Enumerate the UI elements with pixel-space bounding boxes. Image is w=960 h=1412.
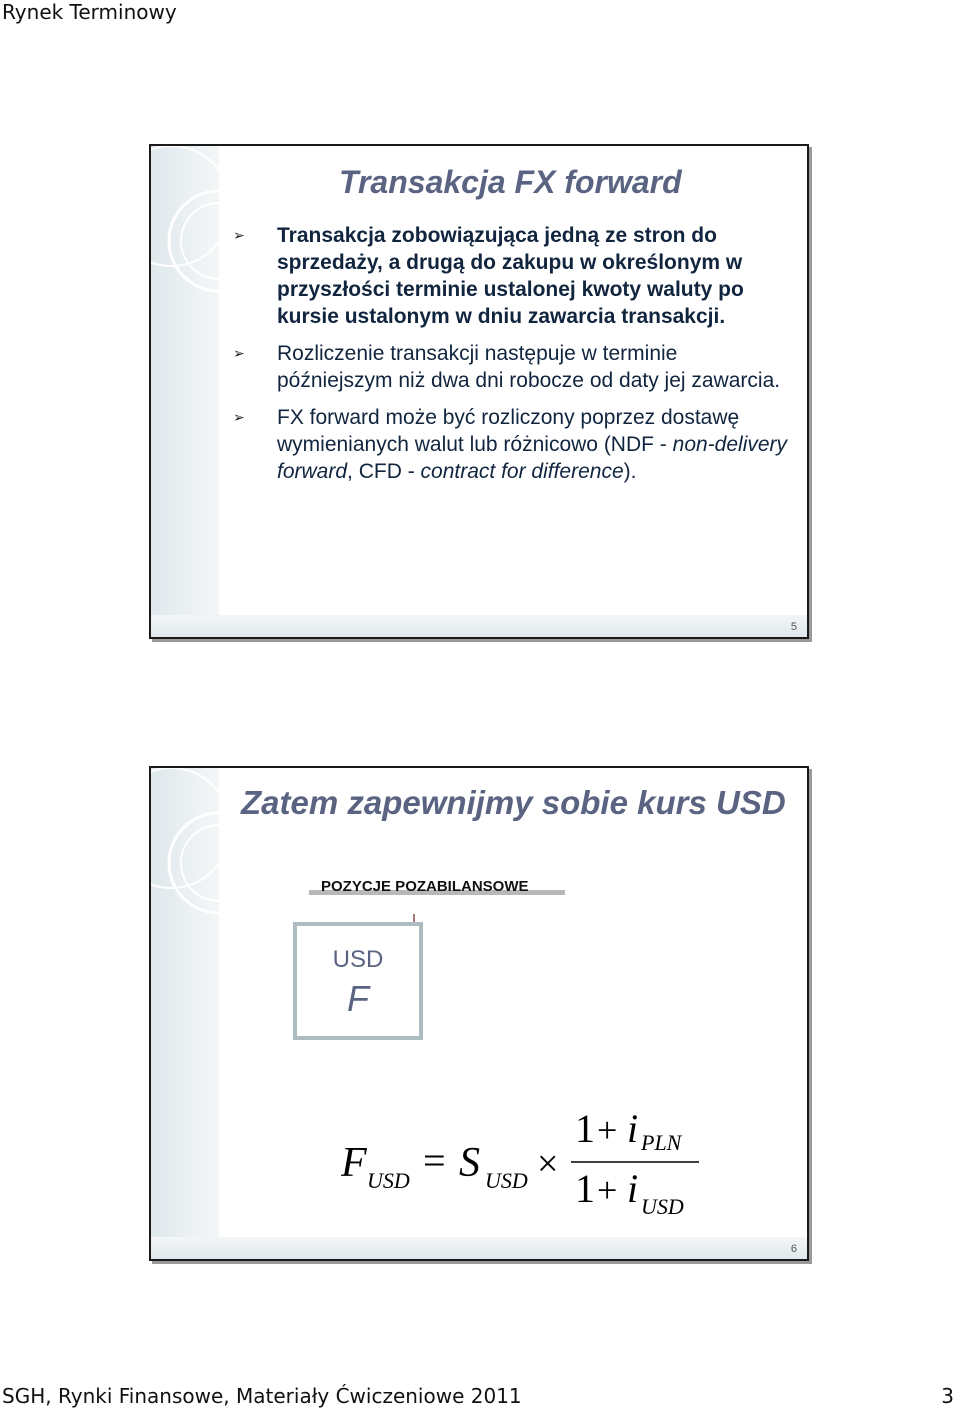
arrow-bullet-icon: ➢ bbox=[233, 409, 245, 425]
bullet-item bbox=[233, 222, 788, 330]
formula-rhs-sub: USD bbox=[485, 1168, 528, 1193]
formula-den-i: i bbox=[627, 1166, 639, 1211]
bullet-item bbox=[233, 404, 788, 485]
bullet-text bbox=[277, 404, 788, 485]
slide-title: Transakcja FX forward bbox=[339, 164, 682, 200]
forward-rate-formula bbox=[341, 1108, 721, 1228]
box-currency: USD bbox=[332, 946, 384, 973]
formula-lhs-sub: USD bbox=[367, 1168, 410, 1193]
box-symbol: F bbox=[347, 978, 369, 1019]
formula-den-plus: + bbox=[597, 1170, 618, 1210]
arrow-bullet-icon: ➢ bbox=[233, 345, 245, 361]
bullet-text-part: ). bbox=[623, 460, 637, 483]
slide-6 bbox=[149, 766, 809, 1261]
bullet-text-italic: non-delivery forward bbox=[277, 433, 788, 483]
formula-num-sub: PLN bbox=[641, 1130, 682, 1155]
slide-bottom-strip bbox=[151, 1237, 807, 1259]
bullet-text: Transakcja zobowiązująca jedną ze stron do sprzedaży, a drugą do zakupu w określonym w przyszłości terminie ustalonej kwoty waluty po kursie ustalonym w dniu zawarcia transakcji. bbox=[277, 224, 744, 328]
formula-times: × bbox=[537, 1143, 559, 1185]
page-header: Rynek Terminowy bbox=[2, 0, 177, 24]
usd-position-box bbox=[293, 922, 423, 1040]
bullet-text-part: FX forward może być rozliczony poprzez dostawę wymienianych walut lub różnicowo (NDF - bbox=[277, 406, 740, 456]
formula-den-one: 1 bbox=[575, 1166, 595, 1211]
bullet-text-italic: contract for difference bbox=[420, 460, 624, 483]
arrow-bullet-icon: ➢ bbox=[233, 227, 245, 243]
slide-bottom-strip bbox=[151, 615, 807, 637]
section-label: POZYCJE POZABILANSOWE bbox=[321, 878, 529, 895]
formula-lhs: F bbox=[341, 1140, 367, 1186]
slide-title: Zatem zapewnijmy sobie kurs USD bbox=[241, 784, 786, 821]
formula-num-one: 1 bbox=[575, 1108, 595, 1151]
slide-number: 5 bbox=[790, 621, 797, 633]
formula-equals: = bbox=[423, 1138, 446, 1183]
slide-5 bbox=[149, 144, 809, 639]
bullet-item bbox=[233, 340, 788, 394]
bullet-text: Rozliczenie transakcji następuje w terminie późniejszym niż dwa dni robocze od daty jej zawarcia. bbox=[277, 342, 781, 392]
page-number: 3 bbox=[941, 1384, 954, 1408]
formula-num-i: i bbox=[627, 1108, 639, 1151]
formula-num-plus: + bbox=[597, 1110, 618, 1150]
bullet-text-part: , CFD - bbox=[347, 460, 421, 483]
formula-den-sub: USD bbox=[641, 1194, 684, 1219]
formula-rhs: S bbox=[459, 1140, 480, 1186]
page-footer: SGH, Rynki Finansowe, Materiały Ćwiczeniowe 2011 bbox=[2, 1384, 522, 1408]
slide-number: 6 bbox=[790, 1243, 797, 1255]
bullet-list bbox=[233, 222, 788, 495]
